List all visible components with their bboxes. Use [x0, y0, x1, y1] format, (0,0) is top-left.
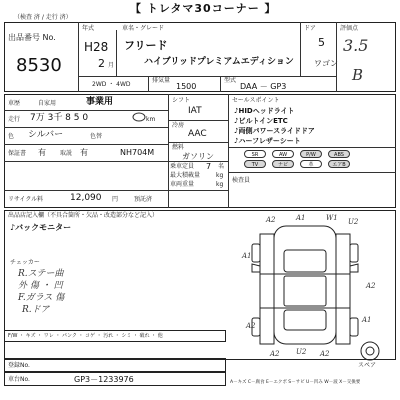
- mileage-unit: km: [146, 116, 156, 123]
- weight-label: 車両重量: [170, 181, 195, 188]
- load-unit: kg: [216, 172, 224, 179]
- warranty-value: 有: [38, 148, 46, 157]
- notes-label: 出品店記入欄（不具合箇所・欠品・改造部分など記入）: [8, 212, 159, 219]
- damage-mark: A1: [362, 316, 372, 324]
- displacement-value: 1500: [176, 82, 197, 91]
- lot-label: 出品番号 No.: [8, 33, 56, 42]
- damage-mark: U2: [348, 218, 359, 226]
- ac-label: 冷房: [172, 122, 185, 129]
- capacity-value: 7: [206, 162, 212, 171]
- color-label: 色: [8, 133, 15, 140]
- interior-grade: B: [352, 66, 364, 84]
- checker-line: 外 傷 ・ 凹: [18, 281, 63, 291]
- inspector-label: 検査員: [232, 177, 251, 184]
- damage-mark: A2: [266, 216, 276, 224]
- color-code: NH704M: [120, 148, 155, 157]
- grade-name: ハイブリッドプレミアムエディション: [144, 57, 294, 67]
- door-value: 5: [318, 36, 325, 49]
- checker-line: R.ステー曲: [18, 269, 64, 279]
- damage-legend: A－キズ C－腐食 E－エクボ S－サビ U－凹み W－波 X－交換要: [230, 380, 361, 385]
- color-value: シルバー: [28, 130, 64, 140]
- damage-mark: A1: [296, 214, 306, 222]
- mileage-label: 走行: [8, 116, 21, 123]
- shift-value: IAT: [188, 106, 202, 116]
- equip-tv: TV: [244, 160, 266, 168]
- recycle-status: 預託済: [134, 196, 153, 203]
- spare-label: スペア: [358, 362, 377, 369]
- recycle-unit: 円: [112, 196, 119, 203]
- checker-label: チェッカー: [10, 259, 40, 266]
- score-value: 3.5: [343, 36, 369, 55]
- selling-point-item: ♪HIDヘッドライト: [234, 107, 295, 115]
- equip-airbag: エアB: [328, 160, 350, 168]
- drive-value: 2WD ・ 4WD: [92, 81, 131, 88]
- selling-point-item: ♪ハーフレザーシート: [234, 137, 301, 145]
- damage-mark: U2: [296, 348, 307, 356]
- fw-row-text: F/W ・ キズ ・ ワレ ・ パンク ・ コゲ ・ 汚れ ・ シミ ・ 破れ ・ 他: [8, 333, 163, 339]
- history-label: 車歴: [8, 100, 21, 107]
- score-label: 評価点: [340, 25, 359, 32]
- month-unit: 月: [108, 62, 115, 69]
- door-label: ドア: [304, 25, 316, 32]
- month-value: 2: [98, 57, 105, 70]
- model-code: DAA － GP3: [240, 82, 287, 91]
- manual-value: 有: [80, 148, 88, 157]
- equip-sr: SR: [244, 150, 266, 158]
- history-kind: 自家用: [38, 100, 57, 107]
- mileage-value: 7万 3千 8 5 0: [30, 113, 89, 123]
- recycle-value: 12,090: [70, 193, 102, 203]
- selling-points-title: セールスポイント: [232, 97, 280, 104]
- registration-row: [4, 358, 226, 372]
- damage-mark: A2: [320, 350, 330, 358]
- fuel-label: 燃料: [172, 144, 185, 151]
- weight-unit: kg: [216, 181, 224, 188]
- checker-line: R.ドア: [22, 305, 50, 315]
- damage-mark: A2: [246, 322, 256, 330]
- damage-mark: A2: [270, 350, 280, 358]
- damage-mark: A1: [242, 252, 252, 260]
- chassis-number: GP3－1233976: [74, 375, 134, 384]
- damage-mark: W1: [326, 214, 338, 222]
- equip-aw: AW: [272, 150, 294, 158]
- selling-point-item: ♪両側パワースライドドア: [234, 127, 315, 135]
- capacity-unit: 名: [218, 163, 225, 170]
- fuel-value: ガソリン: [182, 152, 214, 161]
- history-value: 事業用: [86, 97, 114, 107]
- manual-label: 取説: [60, 150, 73, 157]
- model-label: 車名・グレード: [122, 25, 165, 32]
- year-label: 年式: [82, 25, 95, 32]
- lot-number: 8530: [16, 55, 62, 76]
- equip-pw: P/W: [300, 150, 322, 158]
- car-damage-diagram: [230, 214, 388, 364]
- checker-line: F.ガラス 傷: [18, 293, 65, 303]
- ac-value: AAC: [188, 129, 207, 139]
- damage-mark: A2: [366, 282, 376, 290]
- year-value: H28: [84, 40, 109, 54]
- notes-text: ♪バックモニター: [10, 223, 72, 232]
- model-name: フリード: [124, 39, 168, 52]
- recycle-label: リサイクル料: [8, 196, 44, 203]
- equip-navi: ナビ: [272, 160, 294, 168]
- warranty-label: 保証書: [8, 150, 27, 157]
- header-title: 【 トレタマ30コーナー 】: [130, 2, 277, 15]
- color-change-label: 色替: [90, 133, 103, 140]
- model-code-label: 型式: [224, 77, 237, 84]
- mileage-mark-icon: [132, 112, 146, 122]
- top-note: （検査 済 / 走行 済）: [14, 14, 72, 21]
- equip-leather: 革: [300, 160, 322, 168]
- chassis-label: 車台No.: [8, 376, 30, 383]
- registration-label: 登録No.: [8, 362, 30, 369]
- body-type: ワゴン: [314, 59, 338, 68]
- shift-label: シフト: [172, 97, 191, 104]
- equip-abs: ABS: [328, 150, 350, 158]
- load-label: 最大積載量: [170, 172, 201, 179]
- capacity-label: 乗車定員: [170, 163, 195, 170]
- selling-point-item: ♪ビルトインETC: [234, 117, 288, 125]
- displacement-label: 排気量: [152, 77, 171, 84]
